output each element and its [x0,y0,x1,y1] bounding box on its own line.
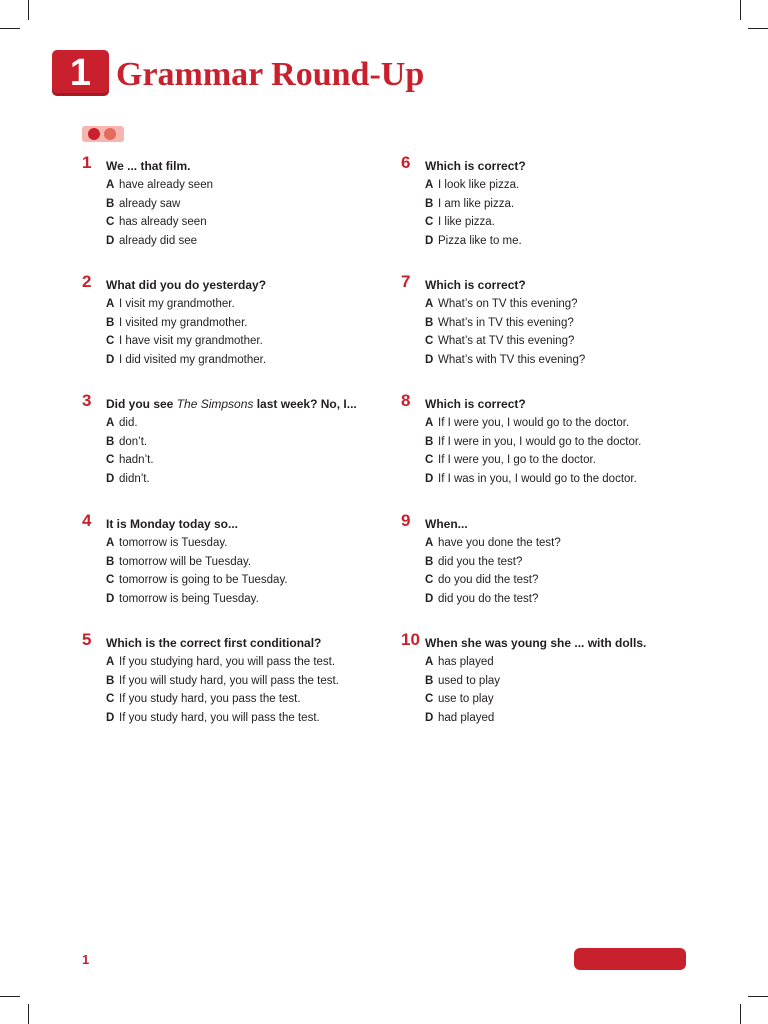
option[interactable] [425,417,641,436]
option-text: I look like pizza. [438,179,520,191]
option-letter: A [425,537,434,549]
option-text: hadn’t. [119,454,154,467]
option-text: I have visit my grandmother. [119,335,263,348]
option[interactable] [425,574,561,593]
option-list [425,179,522,253]
option-letter: C [106,335,115,348]
option[interactable] [425,712,500,731]
option-letter: A [425,298,434,310]
level-dot-icon [104,128,116,140]
option-letter: C [106,574,115,587]
crop-mark [748,996,768,997]
option-text: have you done the test? [438,537,561,549]
option-text: did you do the test? [438,592,539,605]
question-text: Which is correct? [425,159,526,173]
option[interactable] [425,593,561,612]
option-text: tomorrow is Tuesday. [119,537,228,549]
option-letter: B [106,674,115,687]
question-text: What did you do yesterday? [106,278,267,292]
option-letter: B [106,197,115,210]
option[interactable] [106,436,154,455]
crop-mark [28,1004,29,1024]
option-letter: D [425,234,434,247]
question-number: 2 [82,272,92,291]
option-text: I visit my grandmother. [119,298,235,310]
option-letter: D [106,353,115,366]
option[interactable] [425,537,561,556]
option-text: If I were in you, I would go to the doctor. [438,435,642,448]
option-text: didn’t. [119,472,150,485]
option-text: What’s on TV this evening? [438,298,578,310]
option[interactable] [106,712,339,731]
option-letter: A [425,179,434,191]
option-text: Pizza like to me. [438,234,522,247]
option[interactable] [106,317,266,336]
option-letter: C [106,216,115,229]
option[interactable] [106,417,154,436]
option[interactable] [425,556,561,575]
option-list [106,298,266,372]
option-text: don’t. [119,435,148,448]
option-text: If I were you, I would go to the doctor. [438,417,630,429]
option-text: If you studying hard, you will pass the test. [119,656,336,668]
option-letter: C [425,335,434,348]
option-text: have already seen [119,179,213,191]
option-letter: A [106,417,115,429]
option[interactable] [425,216,522,235]
option[interactable] [106,556,288,575]
question-number: 1 [82,153,92,172]
question-number: 7 [401,272,411,291]
option[interactable] [425,335,585,354]
option-text: did you the test? [438,555,523,568]
option[interactable] [106,473,154,492]
crop-mark [0,996,20,997]
crop-mark [28,0,29,20]
option-text: tomorrow is going to be Tuesday. [119,574,288,587]
option[interactable] [106,235,213,254]
option-letter: C [425,454,434,467]
option-list [106,537,288,611]
option-letter: C [106,693,115,706]
option-letter: C [425,216,434,229]
option-text: I like pizza. [438,216,495,229]
option[interactable] [425,235,522,254]
option[interactable] [106,693,339,712]
level-indicator [82,126,124,142]
option[interactable] [425,675,500,694]
show-title: The Simpsons [176,397,254,411]
option[interactable] [425,436,641,455]
option-list [106,179,213,253]
crop-mark [0,28,20,29]
option-letter: B [425,555,434,568]
crop-mark [740,0,741,20]
option-letter: A [106,656,115,668]
option[interactable] [106,216,213,235]
option-text: I am like pizza. [438,197,515,210]
option-text: use to play [438,693,494,706]
option-text: used to play [438,674,501,687]
option-list [425,417,641,491]
option[interactable] [425,656,500,675]
question-number: 3 [82,391,92,410]
question-text: Which is the correct first conditional? [106,636,322,650]
option-letter: D [425,472,434,485]
option[interactable] [106,198,213,217]
unit-badge [52,50,109,96]
option[interactable] [425,473,641,492]
option-letter: C [425,574,434,587]
option[interactable] [106,537,288,556]
question-text-start: Did you see [106,397,177,411]
option-text: What’s at TV this evening? [438,335,575,348]
level-dot-icon [88,128,100,140]
option-text: had played [438,711,495,724]
option-list [425,656,500,730]
option-text: has played [438,656,494,668]
option-letter: D [106,234,115,247]
question-text: We ... that film. [106,159,191,173]
option-list [425,537,561,611]
page-number: 1 [82,952,90,967]
option[interactable] [106,656,339,675]
question-number: 6 [401,153,411,172]
option-text: already saw [119,197,181,210]
option[interactable] [425,693,500,712]
option[interactable] [425,454,641,473]
option-text: I did visited my grandmother. [119,353,267,366]
option-letter: D [106,711,115,724]
option[interactable] [106,454,154,473]
option[interactable] [106,675,339,694]
option[interactable] [425,298,585,317]
option[interactable] [106,574,288,593]
crop-mark [748,28,768,29]
option-letter: B [425,435,434,448]
option-list [106,656,339,730]
option-text: already did see [119,234,197,247]
option-letter: C [106,454,115,467]
option-text: What’s in TV this evening? [438,316,574,329]
option-letter: A [425,656,434,668]
option[interactable] [425,354,585,373]
option-list [425,298,585,372]
option-letter: A [106,537,115,549]
question-text-end: last week? No, I... [253,397,357,411]
option-letter: D [106,472,115,485]
option-text: I visited my grandmother. [119,316,248,329]
option-letter: A [425,417,434,429]
option-text: tomorrow is being Tuesday. [119,592,259,605]
option-text: If I was in you, I would go to the doctor. [438,472,637,485]
option-text: If you study hard, you pass the test. [119,693,301,706]
question-number: 4 [82,511,92,530]
option-text: did. [119,417,138,429]
option-letter: B [425,197,434,210]
option[interactable] [425,198,522,217]
question-text [106,397,357,411]
option[interactable] [106,335,266,354]
option[interactable] [106,179,213,198]
question-number: 10 [401,630,420,649]
option-letter: C [425,693,434,706]
option-letter: A [106,179,115,191]
option[interactable] [106,354,266,373]
option-letter: B [106,435,115,448]
option-letter: D [425,353,434,366]
option-text: If you will study hard, you will pass the test. [119,674,339,687]
option[interactable] [425,179,522,198]
option[interactable] [106,593,288,612]
option-letter: B [106,555,115,568]
option-letter: D [425,592,434,605]
option-letter: B [425,674,434,687]
footer-bar [574,948,686,970]
option-text: If I were you, I go to the doctor. [438,454,596,467]
option[interactable] [106,298,266,317]
page-title: Grammar Round-Up [116,56,425,93]
option-letter: D [425,711,434,724]
crop-mark [740,1004,741,1024]
option-letter: B [425,316,434,329]
option-letter: D [106,592,115,605]
question-number: 8 [401,391,411,410]
question-text: Which is correct? [425,397,526,411]
option-text: has already seen [119,216,207,229]
question-number: 9 [401,511,411,530]
option-list [106,417,154,491]
option-letter: B [106,316,115,329]
option-text: What’s with TV this evening? [438,353,586,366]
question-number: 5 [82,630,92,649]
question-text: Which is correct? [425,278,526,292]
option-text: tomorrow will be Tuesday. [119,555,252,568]
question-text: It is Monday today so... [106,517,239,531]
option-text: If you study hard, you will pass the test. [119,711,320,724]
question-text: When she was young she ... with dolls. [425,636,647,650]
unit-number: 1 [69,51,92,94]
option[interactable] [425,317,585,336]
question-text: When... [425,517,468,531]
option-letter: A [106,298,115,310]
option-text: do you did the test? [438,574,539,587]
